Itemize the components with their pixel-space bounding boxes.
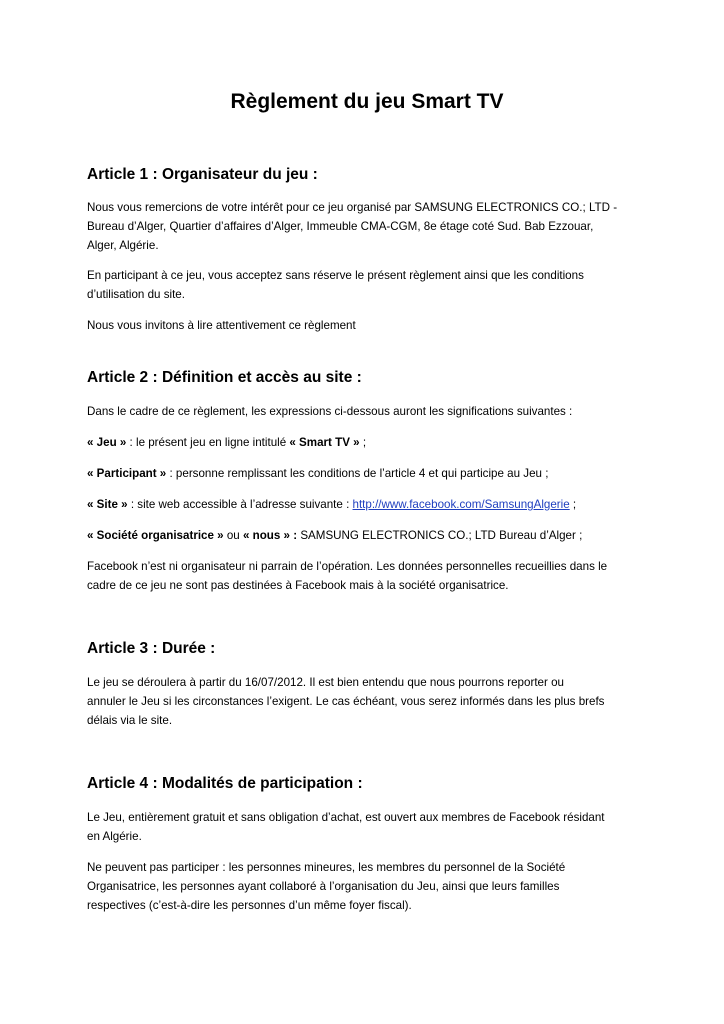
article-3-line: Le jeu se déroulera à partir du 16/07/2012. Il est bien entendu que nous pourrons reporter ou [87,676,564,689]
definition-text: SAMSUNG ELECTRONICS CO.; LTD Bureau d’Alger ; [297,529,583,542]
definition-site [87,495,647,515]
article-4-line: en Algérie. [87,830,142,843]
term: « nous » : [242,529,298,542]
punctuation: ; [569,498,577,511]
article-4-line: Ne peuvent pas participer : les personnes mineures, les membres du personnel de la Société [87,861,566,874]
article-1-line: Bureau d’Alger, Quartier d’affaires d’Alger, Immeuble CMA-CGM, 8e étage coté Sud. Bab Ezzouar, [87,220,594,233]
article-4-heading: Article 4 : Modalités de participation : [87,775,363,792]
term: « Société organisatrice » [87,529,224,542]
page-title: Règlement du jeu Smart TV [230,90,504,113]
article-2-line: cadre de ce jeu ne sont pas destinées à Facebook mais à la société organisatrice. [87,579,509,592]
article-2-intro: Dans le cadre de ce règlement, les expressions ci-dessous auront les significations suivantes : [87,405,573,418]
article-4-line: respectives (c’est-à-dire les personnes d’un même foyer fiscal). [87,899,412,912]
article-1-heading: Article 1 : Organisateur du jeu : [87,166,318,183]
article-1-line: En participant à ce jeu, vous acceptez sans réserve le présent règlement ainsi que les conditions [87,269,584,282]
article-2-line: Facebook n’est ni organisateur ni parrain de l’opération. Les données personnelles recueillies dans le [87,560,608,573]
article-3-line: délais via le site. [87,714,173,727]
game-name: « Smart TV » [289,436,360,449]
article-2-heading: Article 2 : Définition et accès au site : [87,369,362,386]
article-1-line: d’utilisation du site. [87,288,185,301]
article-4-line: Le Jeu, entièrement gratuit et sans obligation d’achat, est ouvert aux membres de Facebook résidant [87,811,605,824]
article-1-line: Alger, Algérie. [87,239,159,252]
article-3-line: annuler le Jeu si les circonstances l’exigent. Le cas échéant, vous serez informés dans les plus brefs [87,695,605,708]
definition-participant [87,464,647,484]
article-4-line: Organisatrice, les personnes ayant collaboré à l’organisation du Jeu, ainsi que leurs familles [87,880,560,893]
term: « Participant » [87,467,167,480]
site-link[interactable]: http://www.facebook.com/SamsungAlgerie [352,498,570,511]
definition-text: : site web accessible à l’adresse suivante : [127,498,353,511]
article-1-line: Nous vous invitons à lire attentivement ce règlement [87,319,356,332]
punctuation: ; [359,436,367,449]
definition-jeu [87,433,647,453]
definition-text: ou [223,529,243,542]
article-3-heading: Article 3 : Durée : [87,640,216,657]
definition-text: : personne remplissant les conditions de l’article 4 et qui participe au Jeu ; [166,467,549,480]
article-1-line: Nous vous remercions de votre intérêt pour ce jeu organisé par SAMSUNG ELECTRONICS CO.; LTD - [87,201,618,214]
term: « Jeu » [87,436,127,449]
term: « Site » [87,498,128,511]
definition-societe [87,526,647,546]
definition-text: : le présent jeu en ligne intitulé [126,436,290,449]
